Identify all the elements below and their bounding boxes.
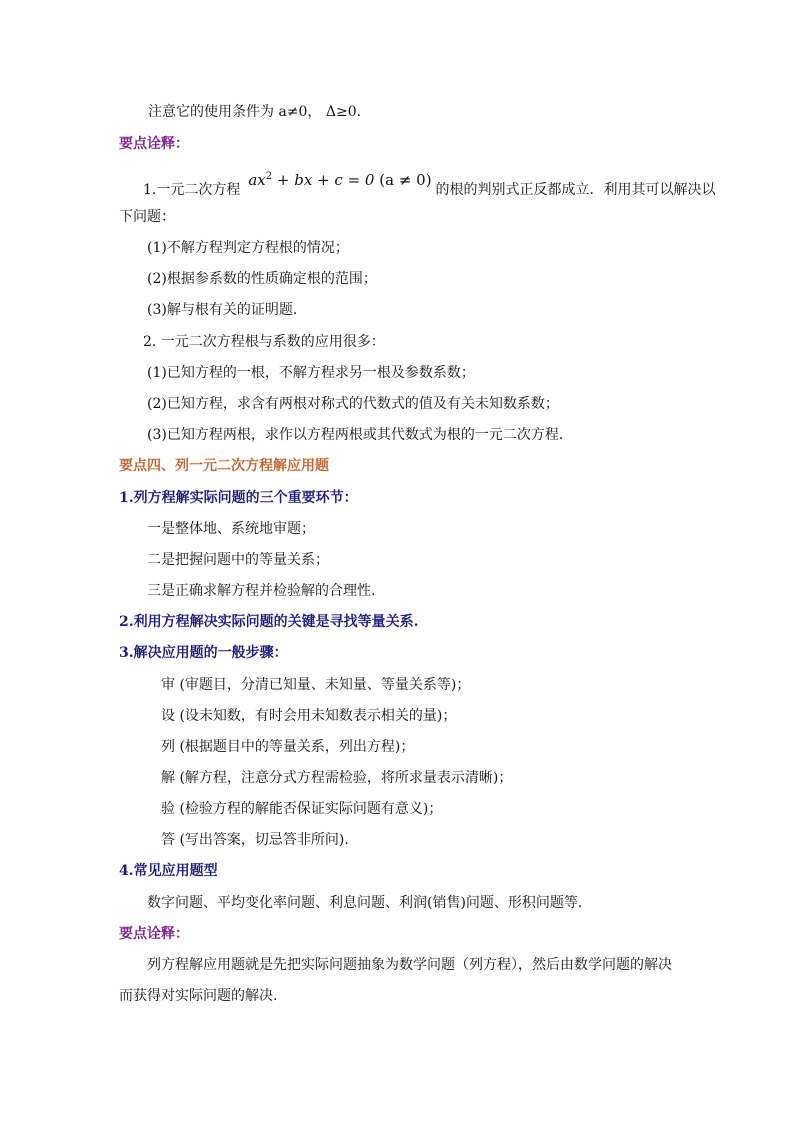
step-item: 审 (审题目，分清已知量、未知量、等量关系等)；	[161, 677, 471, 693]
summary-line-2: 而获得对实际问题的解决.	[119, 988, 278, 1004]
list-item: (1)不解方程判定方程根的情况；	[147, 240, 349, 256]
step-item: 设 (设未知数，有时会用未知数表示相关的量)；	[161, 708, 457, 724]
list-item: (3)解与根有关的证明题．	[147, 302, 307, 318]
subheading-2: 2.利用方程解决实际问题的关键是寻找等量关系.	[119, 614, 419, 630]
summary-line-1: 列方程解应用题就是先把实际问题抽象为数学问题（列方程），然后由数学问题的解决	[147, 957, 672, 973]
condition-note: 注意它的使用条件为 a≠0， Δ≥0.	[148, 104, 362, 120]
list-item: (2)已知方程，求含有两根对称式的代数式的值及有关未知数系数；	[147, 396, 559, 412]
step-item: 答 (写出答案，切忌答非所问).	[161, 832, 349, 848]
list-item: 二是把握问题中的等量关系；	[147, 552, 329, 568]
formula-condition: (a ≠ 0)	[379, 171, 432, 189]
section-heading-four: 要点四、列一元二次方程解应用题	[119, 458, 329, 474]
paragraph-suffix: 的根的判别式正反都成立．利用其可以解决以	[435, 182, 716, 198]
list-item: (2)根据参系数的性质确定根的范围；	[147, 271, 377, 287]
step-item: 列 (根据题目中的等量关系，列出方程)；	[161, 739, 415, 755]
formula-exponent: 2	[265, 171, 273, 182]
list-item: 一是整体地、系统地审题；	[147, 521, 315, 537]
list-item: (1)已知方程的一根，不解方程求另一根及参数系数；	[147, 365, 475, 381]
section-note-heading-2: 要点诠释：	[119, 926, 189, 942]
paragraph-discriminant	[143, 171, 716, 198]
formula-ax: ax	[248, 171, 266, 189]
list-item: (3)已知方程两根，求作以方程两根或其代数式为根的一元二次方程．	[147, 427, 573, 443]
formula-rest: + bx + c = 0	[272, 171, 375, 189]
step-item: 解 (解方程，注意分式方程需检验，将所求量表示清晰)；	[161, 770, 513, 786]
subheading-1: 1.列方程解实际问题的三个重要环节：	[119, 490, 358, 506]
step-item: 验 (检验方程的解能否保证实际问题有意义)；	[161, 801, 443, 817]
paragraph-root-coefficient: 2. 一元二次方程根与系数的应用很多：	[143, 334, 385, 350]
section-note-heading: 要点诠释：	[119, 136, 189, 152]
list-item: 三是正确求解方程并检验解的合理性.	[147, 583, 376, 599]
paragraph-prefix: 1.一元二次方程	[143, 182, 241, 198]
subheading-3: 3.解决应用题的一般步骤：	[119, 645, 288, 661]
subheading-4: 4.常见应用题型	[119, 863, 218, 879]
problem-types: 数字问题、平均变化率问题、利息问题、利润(销售)问题、形积问题等.	[147, 895, 583, 911]
quadratic-formula	[248, 171, 431, 189]
paragraph-continuation: 下问题：	[119, 209, 175, 225]
